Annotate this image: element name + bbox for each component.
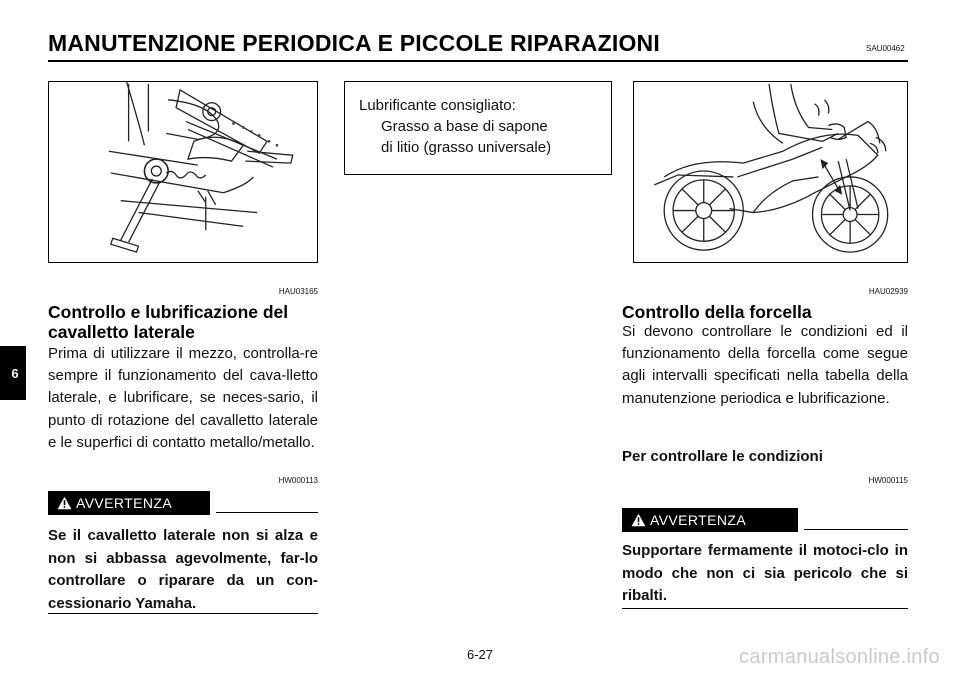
section-code: HAU03165 — [278, 287, 318, 296]
sidestand-body-text: Prima di utilizzare il mezzo, controlla-re sempre il funzionamento del cava-lletto laterale, e lubrificare, se neces-sario, il punto di rotazione del cavalletto laterale e le superfici di contatto metallo/metallo. — [48, 345, 318, 451]
fork-warning-badge — [622, 508, 798, 532]
fork-subheading: Per controllare le condizioni — [622, 448, 823, 465]
warning-badge — [48, 491, 210, 515]
fork-warning-triangle-icon — [631, 513, 646, 527]
page-title: MANUTENZIONE PERIODICA E PICCOLE RIPARAZIONI — [48, 30, 660, 56]
fork-warning-header-rule — [804, 529, 908, 530]
warning-triangle-icon — [57, 496, 72, 510]
warning-header-rule — [216, 512, 318, 513]
lubricant-line-1: Grasso a base di sapone — [381, 118, 548, 135]
section-heading-line1: Controllo e lubrificazione del — [48, 302, 289, 322]
warning-header — [48, 491, 318, 515]
fork-warning-label: AVVERTENZA — [650, 512, 747, 528]
fork-section-code: HAU02939 — [868, 287, 908, 296]
section-heading-line2: cavalletto laterale — [48, 322, 195, 342]
lubricant-title: Lubrificante consigliato: — [359, 97, 516, 114]
chapter-tab-label: 6 — [11, 365, 19, 381]
header-code: SAU00462 — [866, 44, 905, 53]
fork-warning-text: Supportare fermamente il motoci-clo in modo che non ci sia pericolo che si ribalti. — [622, 542, 908, 605]
fork-section-heading: Controllo della forcella — [622, 302, 812, 322]
fork-warning-code: HW000115 — [868, 476, 908, 485]
fork-warning-header — [622, 508, 908, 532]
sidestand-illustration — [48, 81, 318, 263]
chapter-tab — [0, 346, 26, 400]
warning-bottom-rule — [48, 613, 318, 614]
lubricant-recommendation-box — [344, 81, 612, 175]
watermark: carmanualsonline.info — [739, 646, 940, 668]
section-heading — [48, 302, 322, 342]
page-number: 6-27 — [466, 647, 494, 662]
header-rule — [48, 60, 908, 62]
warning-label: AVVERTENZA — [76, 495, 173, 511]
lubricant-line-2: di litio (grasso universale) — [381, 139, 552, 156]
fork-check-illustration — [633, 81, 908, 263]
motorcycle-drawing — [634, 82, 907, 262]
fork-body-text: Si devono controllare le condizioni ed il funzionamento della forcella come segue agli intervalli specificati nella tabella della manutenzione periodica e lubrificazione. — [622, 323, 908, 407]
warning-text: Se il cavalletto laterale non si alza e non si abbassa agevolmente, far-lo controllare o riparare da un con-cessionario Yamaha. — [48, 527, 318, 612]
sidestand-drawing — [49, 82, 317, 262]
warning-code: HW000113 — [278, 476, 318, 485]
fork-warning-bottom-rule — [622, 608, 908, 609]
